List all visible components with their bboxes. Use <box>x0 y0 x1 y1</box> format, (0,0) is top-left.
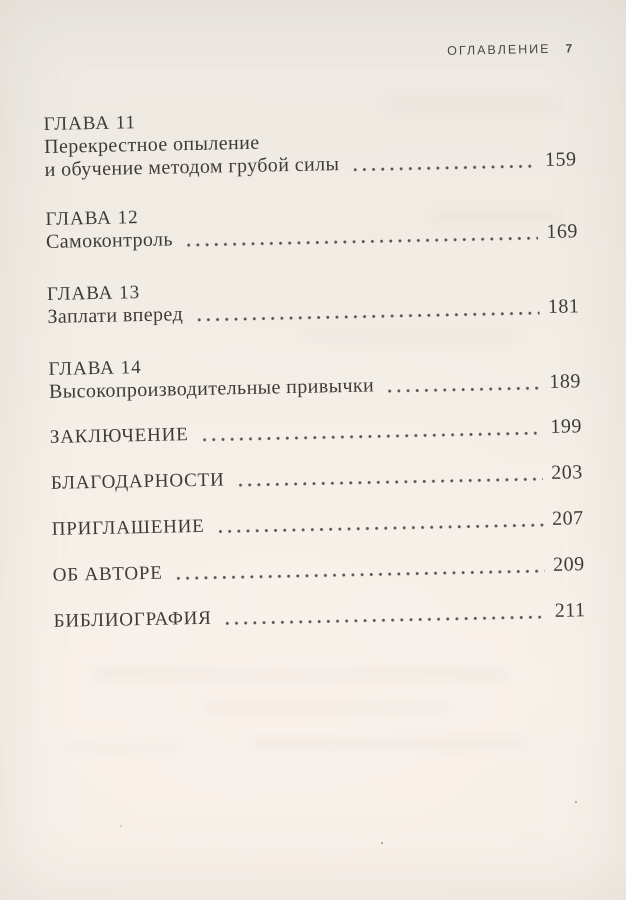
bleedthrough-smudge <box>60 742 180 752</box>
section-title: БИБЛИОГРАФИЯ <box>53 607 212 632</box>
dot-leader <box>384 374 541 397</box>
running-head-title: ОГЛАВЛЕНИЕ <box>447 41 551 58</box>
chapter-heading-label: ГЛАВА 13 <box>46 282 141 305</box>
dot-leader <box>214 511 543 538</box>
toc-page-number: 203 <box>551 461 583 484</box>
section-title: БЛАГОДАРНОСТИ <box>50 469 225 494</box>
chapter-heading-label: ГЛАВА 11 <box>43 112 137 135</box>
toc-chapter-14 <box>48 347 581 404</box>
bleedthrough-smudge <box>250 738 530 749</box>
toc-entry-zakluchenie <box>50 415 582 449</box>
toc-entry-ob-avtore <box>52 553 584 587</box>
toc-page-number: 207 <box>551 507 584 530</box>
toc-entry-blagodarnosti <box>51 461 583 495</box>
paper-speck <box>575 801 577 803</box>
paper-speck <box>381 842 383 844</box>
toc-page-number: 169 <box>546 220 579 243</box>
bleedthrough-smudge <box>90 668 510 680</box>
toc-entry-priglashenie <box>52 507 584 541</box>
chapter-title-text: Высокопроизводительные привычки <box>48 374 375 403</box>
dot-leader <box>234 465 542 491</box>
toc-page-number: 189 <box>549 370 582 393</box>
chapter-heading-label: ГЛАВА 12 <box>45 207 139 230</box>
dot-leader <box>198 419 541 446</box>
toc-page-number: 211 <box>554 599 586 622</box>
section-title: ОБ АВТОРЕ <box>52 562 163 586</box>
chapter-title-text: Самоконтроль <box>45 228 174 253</box>
toc-page-number: 209 <box>552 553 585 576</box>
toc-entry-bibliografia <box>53 599 585 633</box>
toc-page-number: 199 <box>550 415 583 438</box>
scan-content <box>42 31 586 633</box>
paper-speck <box>120 825 122 827</box>
toc-chapter-13 <box>47 272 580 329</box>
section-title: ПРИГЛАШЕНИЕ <box>51 515 205 540</box>
toc-page-number: 181 <box>547 295 580 318</box>
chapter-title-text: Заплати вперед <box>47 303 184 328</box>
dot-leader <box>172 557 544 584</box>
toc-chapter-11 <box>43 102 576 182</box>
dot-leader <box>183 224 538 251</box>
chapter-title-text: Перекрестное опыление <box>43 131 260 158</box>
dot-leader <box>193 299 539 326</box>
folio-page-number: 7 <box>565 41 573 56</box>
chapter-heading-label: ГЛАВА 14 <box>48 357 142 380</box>
section-title: ЗАКЛЮЧЕНИЕ <box>49 424 189 448</box>
toc-page-number: 159 <box>544 148 577 171</box>
bleedthrough-smudge <box>200 702 450 713</box>
dot-leader <box>221 603 546 630</box>
dot-leader <box>349 152 536 176</box>
running-head <box>42 41 574 68</box>
chapter-title-text: и обучение методом грубой силы <box>44 153 340 181</box>
toc-chapter-12 <box>45 197 578 254</box>
toc-backmatter <box>50 415 586 633</box>
